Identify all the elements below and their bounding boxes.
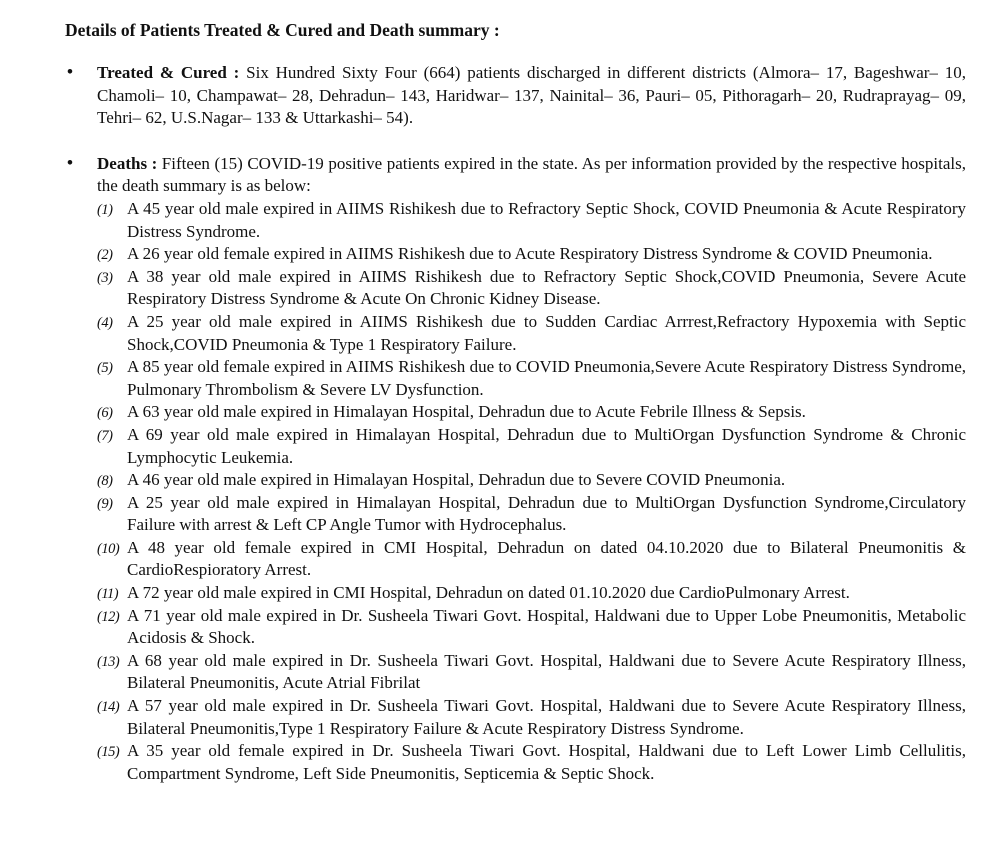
death-record-text: A 26 year old female expired in AIIMS Rishikesh due to Acute Respiratory Distress Syndrome & COVID Pneumonia. xyxy=(127,244,933,264)
death-record-text: A 68 year old male expired in Dr. Susheela Tiwari Govt. Hospital, Haldwani due to Severe Acute Respiratory Illness, Bilateral Pneumonitis, Acute Atrial Fibrilat xyxy=(127,650,966,693)
death-record-number: (13) xyxy=(97,653,120,670)
death-record-text: A 35 year old female expired in Dr. Susheela Tiwari Govt. Hospital, Haldwani due to Left Lower Limb Cellulitis, Compartment Syndrome, Left Side Pneumonitis, Septicemia & Septic Shock. xyxy=(127,741,966,783)
death-record-number: (9) xyxy=(97,495,113,512)
treated-cured-label: Treated & Cured : xyxy=(97,63,240,82)
death-record-number: (14) xyxy=(97,699,120,716)
bullet-dot-icon: • xyxy=(67,62,73,81)
death-record xyxy=(97,198,966,243)
deaths-intro-text: Fifteen (15) COVID-19 positive patients expired in the state. As per information provided by the respective hospitals, the death summary is as below: xyxy=(97,153,967,196)
deaths-label: Deaths : xyxy=(97,153,158,173)
death-record-text: A 25 year old male expired in AIIMS Rishikesh due to Sudden Cardiac Arrrest,Refractory Hypoxemia with Septic Shock,COVID Pneumonia & Type 1 Respiratory Failure. xyxy=(127,311,966,354)
death-record xyxy=(97,740,966,785)
death-record xyxy=(97,311,966,356)
death-record xyxy=(97,401,966,424)
death-summary-list xyxy=(65,198,966,785)
death-record-text: A 38 year old male expired in AIIMS Rishikesh due to Refractory Septic Shock,COVID Pneumonia, Severe Acute Respiratory Distress Syndrome & Acute On Chronic Kidney Disease. xyxy=(127,266,966,309)
death-record xyxy=(97,266,966,311)
death-record-number: (7) xyxy=(97,427,113,444)
death-record-number: (6) xyxy=(97,405,113,422)
death-record xyxy=(97,537,966,582)
deaths-bullet xyxy=(65,153,966,198)
bullet-dot-icon: • xyxy=(67,152,73,172)
death-record-number: (5) xyxy=(97,360,113,377)
death-record-text: A 57 year old male expired in Dr. Susheela Tiwari Govt. Hospital, Haldwani due to Severe Acute Respiratory Illness, Bilateral Pneumonitis,Type 1 Respiratory Failure & Acute Respiratory Distress Syndrome. xyxy=(127,696,966,738)
death-record-text: A 45 year old male expired in AIIMS Rishikesh due to Refractory Septic Shock, COVID Pneumonia & Acute Respiratory Distress Syndrome. xyxy=(127,198,966,241)
death-record xyxy=(97,492,966,537)
treated-cured-text: Six Hundred Sixty Four (664) patients discharged in different districts (Almora– 17, Bageshwar– 10, Chamoli– 10, Champawat– 28, Dehradun– 143, Haridwar– 137, Nainital– 36, Pauri– 05, Pithoragarh– 20, Rudraprayag– 09, Tehri– 62, U.S.Nagar– 133 & Uttarkashi– 54). xyxy=(97,63,966,128)
death-record xyxy=(97,424,966,469)
death-record-text: A 46 year old male expired in Himalayan Hospital, Dehradun due to Severe COVID Pneumonia. xyxy=(127,470,786,490)
death-record-text: A 25 year old male expired in Himalayan Hospital, Dehradun due to MultiOrgan Dysfunction Syndrome,Circulatory Failure with arrest & Left CP Angle Tumor with Hydrocephalus. xyxy=(127,492,966,535)
death-record-text: A 69 year old male expired in Himalayan Hospital, Dehradun due to MultiOrgan Dysfunction Syndrome & Chronic Lymphocytic Leukemia. xyxy=(127,424,966,467)
death-record xyxy=(97,469,966,492)
death-record-text: A 71 year old male expired in Dr. Susheela Tiwari Govt. Hospital, Haldwani due to Upper Lobe Pneumonitis, Metabolic Acidosis & Shock. xyxy=(127,605,966,648)
death-record-text: A 48 year old female expired in CMI Hospital, Dehradun on dated 04.10.2020 due to Bilateral Pneumonitis & CardioRespioratory Arrest. xyxy=(127,537,966,580)
treated-cured-bullet xyxy=(65,62,966,130)
death-record xyxy=(97,243,966,266)
death-record-number: (1) xyxy=(97,201,113,218)
document-title: Details of Patients Treated & Cured and Death summary : xyxy=(65,20,500,40)
death-record-number: (8) xyxy=(97,473,113,490)
death-record-number: (2) xyxy=(97,247,113,264)
death-record xyxy=(97,650,966,695)
section-spacer xyxy=(65,130,966,153)
death-record-number: (4) xyxy=(97,314,113,331)
death-record-text: A 72 year old male expired in CMI Hospital, Dehradun on dated 01.10.2020 due CardioPulmonary Arrest. xyxy=(127,583,850,603)
death-record-number: (12) xyxy=(97,608,120,625)
death-record-number: (15) xyxy=(97,744,120,761)
death-record-number: (11) xyxy=(97,586,119,603)
death-record-number: (3) xyxy=(97,269,113,286)
death-record-number: (10) xyxy=(97,540,120,557)
death-record xyxy=(97,605,966,650)
death-record xyxy=(97,695,966,740)
death-record-text: A 63 year old male expired in Himalayan Hospital, Dehradun due to Acute Febrile Illness & Sepsis. xyxy=(127,402,806,422)
death-record-text: A 85 year old female expired in AIIMS Rishikesh due to COVID Pneumonia,Severe Acute Respiratory Distress Syndrome, Pulmonary Thrombolism & Severe LV Dysfunction. xyxy=(127,357,966,399)
death-record xyxy=(97,356,966,401)
death-record xyxy=(97,582,966,605)
